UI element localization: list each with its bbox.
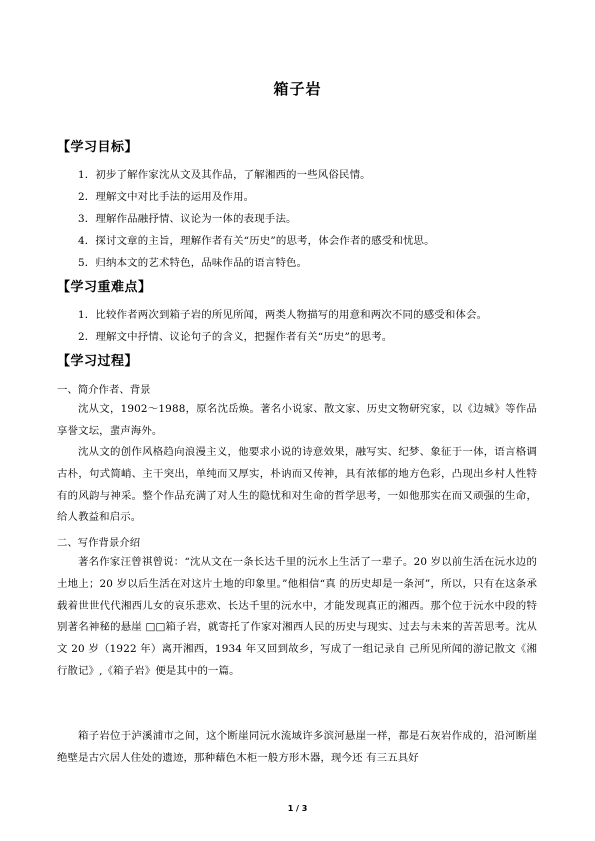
page-number: 1 / 3 xyxy=(287,804,308,813)
goal-item: 1．初步了解作家沈从文及其作品，了解湘西的一些风俗民情。 xyxy=(78,169,371,181)
section-heading-process: 【学习过程】 xyxy=(57,354,139,369)
goal-item: 3．理解作品融抒情、议论为一体的表现手法。 xyxy=(78,213,297,225)
goal-item: 5．归纳本文的艺术特色，品味作品的语言特色。 xyxy=(78,257,308,269)
key-point-item: 2．理解文中抒情、议论句子的含义，把握作者有关“历史”的思考。 xyxy=(78,331,393,343)
section-heading-key-points: 【学习重难点】 xyxy=(57,280,152,295)
subsection-title-background: 二、写作背景介绍 xyxy=(57,537,141,549)
paragraph-location: 箱子岩位于泸溪浦市之间，这个断崖同沅水流域许多滨河悬崖一样，都是石灰岩作成的，沿河断崖绝壁是古穴居人住处的遗迹，那种藉色木柜一般方形木器，现今还 有三五具好 xyxy=(57,730,537,764)
paragraph-author-style: 沈从文的创作风格趋向浪漫主义，他要求小说的诗意效果，融写实、纪梦、象征于一体，语言格调古朴，句式简峭、主干突出，单纯而又厚实，朴讷而又传神，具有浓郁的地方色彩，凸现出乡村人性特有的风韵与神采。整个作品充满了对人生的隐忧和对生命的哲学思考，一如他那实在而又顽强的生命，给人教益和启示。 xyxy=(57,446,537,524)
goal-item: 4．探讨文章的主旨，理解作者有关“历史”的思考，体会作者的感受和忧思。 xyxy=(78,235,435,247)
subsection-title-author: 一、简介作者、背景 xyxy=(57,384,151,396)
section-heading-goals: 【学习目标】 xyxy=(57,140,139,155)
paragraph-author-intro: 沈从文，1902～1988，原名沈岳焕。著名小说家、散文家、历史文物研究家，以《边城》等作品享誉文坛，蜚声海外。 xyxy=(57,403,537,437)
key-point-item: 1．比较作者两次到箱子岩的所见所闻，两类人物描写的用意和两次不同的感受和体会。 xyxy=(78,309,488,321)
paragraph-background: 著名作家汪曾祺曾说：“沈从文在一条长达千里的沅水上生活了一辈子。20 岁以前生活在沅水边的土地上；20 岁以后生活在对这片土地的印象里。”他相信“真 的历史却是一条河”，所以，只有在这条承载着世世代代湘西儿女的哀乐悲欢、长达千里的沅水中，才能发现真正的湘西。那个位于沅水中段的特别著名神秘的悬崖 □□箱子岩，就寄托了作家对湘西人民的历史与现实、过去与未来的苦苦思考。沈从文 20 岁（1922 年）离开湘西，1934 年又回到故乡，写成了一组记录自 己所见所闻的游记散文《湘行散记》,《箱子岩》便是其中的一篇。 xyxy=(57,556,537,677)
document-title: 箱子岩 xyxy=(273,80,322,98)
goal-item: 2．理解文中对比手法的运用及作用。 xyxy=(78,191,255,203)
